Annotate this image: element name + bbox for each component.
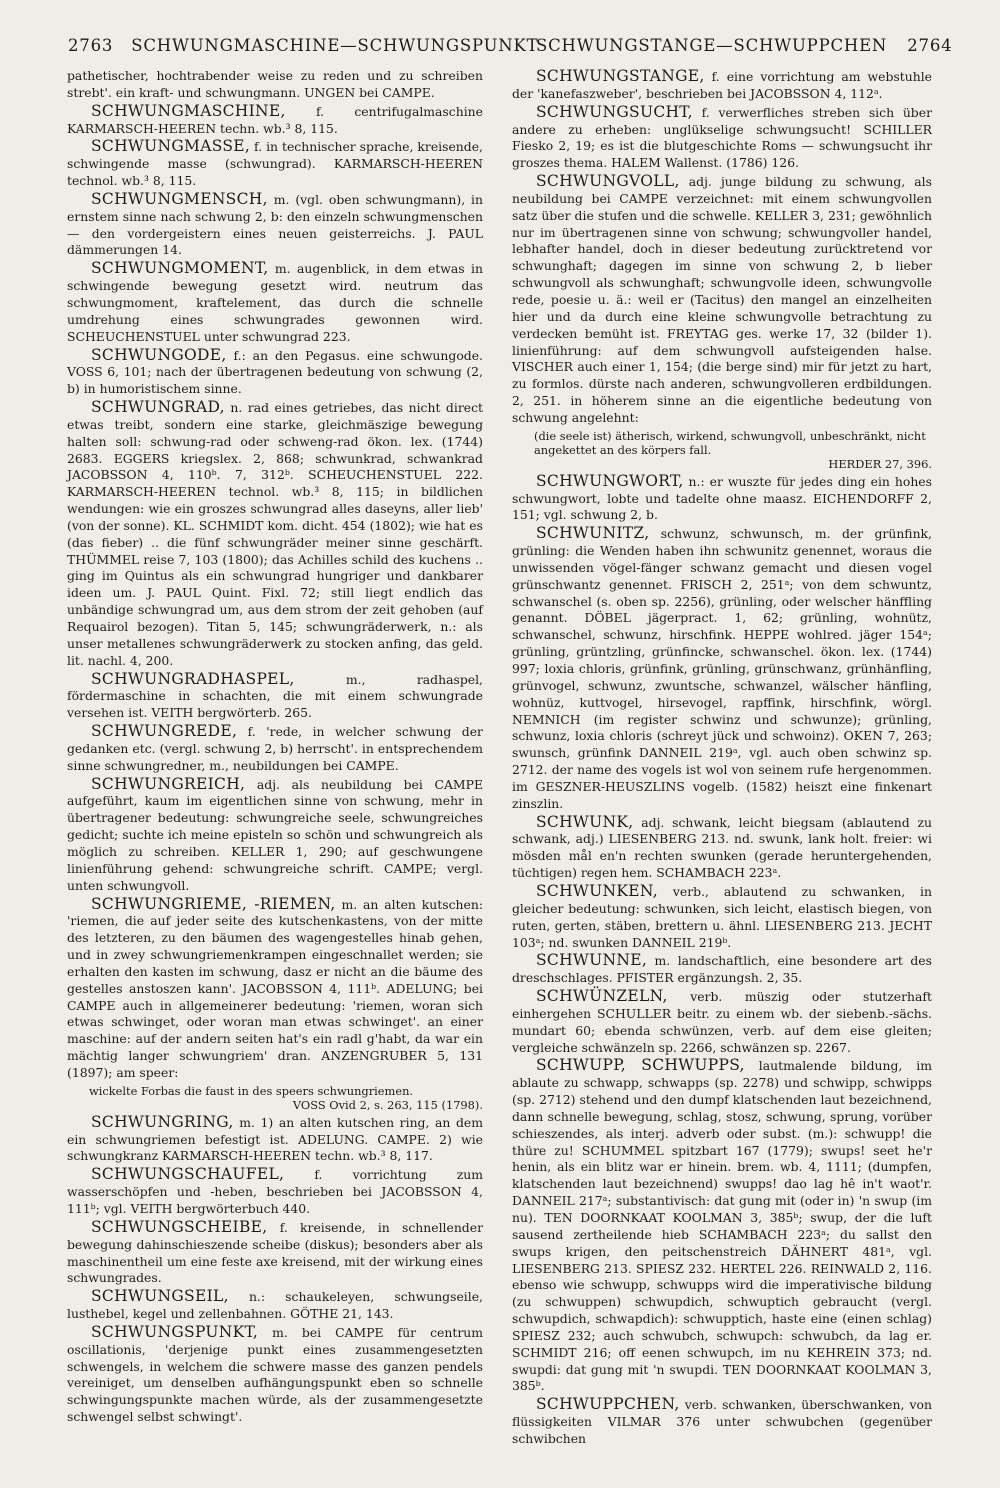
entry-headword: SCHWUNGRIEME, -RIEMEN, — [91, 894, 336, 913]
entry-body: adj. junge bildung zu schwung, als neubildung bei CAMPE verzeichnet: mit einem schwungvollen satz über die stufen und die schwelle. KELLER 3, 231; gewöhnlich nur im übertragenen sinne von schwung; schwungvoller handel, lebhafter handel, doch in dieser bedeutung zurücktretend vor schwunghaft; dagegen im sinne von schwung 2, b lieber schwungvoll als schwunghaft; schwungvolle ideen, schwungvolle rede, poesie u. ä.: weil er (Tacitus) den mangel an einzelheiten hier und da durch eine kleine schwungvolle betrachtung zu verdecken bemüht ist. FREYTAG ges. werke 17, 32 (bilder 1). linienführung: auf dem schwungvoll aufsteigenden halse. VISCHER auch einer 1, 154; (die berge sind) mir für jetzt zu hart, zu formlos. dürste nach anderen, schwungvolleren erdbildungen. 2, 251. in höherem sinne an die eigentliche bedeutung von schwung angelehnt: — [512, 174, 932, 425]
quotation-text: wickelte Forbas die faust in des speers schwungriemen. — [89, 1083, 414, 1098]
left-header-title: SCHWUNGMASCHINE—SCHWUNGSPUNKT — [131, 36, 539, 55]
left-running-header — [68, 36, 538, 55]
entry-headword: SCHWUPP, SCHWUPPS, — [536, 1056, 745, 1075]
entry-body: m., radhaspel, fördermaschine in schachten, die mit einem schwungrade versehen ist. VEITH bergwörterb. 265. — [67, 671, 483, 721]
entry-body: verb. schwanken, überschwanken, von flüssigkeiten VILMAR 376 unter schwubchen (gegenüber schwibchen — [512, 1397, 932, 1446]
dictionary-entry — [512, 1396, 932, 1448]
dictionary-entry — [512, 473, 932, 525]
quotation — [534, 429, 932, 471]
dictionary-entry — [67, 68, 483, 102]
entry-body: adj. schwank, leicht biegsam (ablautend zu schwank, adj.) LIESENBERG 213. nd. swunk, lank holt. freier: wi mösden mål en'n rechten swunken (gerade heruntergehenden, tüchtigen) regen hem. SCHAMBACH 223ᵃ. — [512, 814, 932, 881]
entry-body: n.: er wuszte für jedes ding ein hohes schwungwort, lobte und tadelte ohne maasz. EICHENDORFF 2, 151; vgl. schwung 2, b. — [512, 473, 932, 523]
entry-body: f. 'rede, in welcher schwung der gedanken etc. (vergl. schwung 2, b) herrscht'. in entsprechendem sinne schwungredner, m., neubildungen bei CAMPE. — [67, 724, 483, 773]
dictionary-entry — [67, 399, 483, 670]
entry-headword: SCHWUNGSTANGE, — [536, 67, 705, 85]
entry-headword: SCHWUNGSCHAUFEL, — [91, 1165, 285, 1184]
entry-headword: SCHWUNNE, — [536, 951, 648, 970]
entry-headword: SCHWUNGMASSE, — [91, 137, 251, 156]
dictionary-entry — [67, 671, 483, 723]
dictionary-entry — [67, 103, 483, 138]
entry-headword: SCHWUNGSPUNKT, — [91, 1322, 259, 1341]
entry-headword: SCHWUNGRING, — [91, 1112, 234, 1131]
dictionary-entry — [512, 952, 932, 987]
entry-body: f. centrifugalmaschine KARMARSCH-HEEREN techn. wb.³ 8, 115. — [67, 103, 483, 136]
dictionary-entry — [67, 1219, 483, 1287]
entry-body: f. vorrichtung zum wasserschöpfen und -heben, beschrieben bei JACOBSSON 4, 111ᵇ; vgl. VEITH bergwörterbuch 440. — [67, 1167, 483, 1216]
dictionary-entry — [67, 1324, 483, 1426]
dictionary-entry — [67, 1114, 483, 1166]
dictionary-entry — [67, 1288, 483, 1323]
entry-body: m. (vgl. oben schwungmann), in ernstem sinne nach schwung 2, b: den einzeln schwungmenschen — den vordergeistern eines neuen geisterreichs. J. PAUL dämmerungen 14. — [67, 191, 483, 258]
quotation-source: HERDER 27, 396. — [828, 456, 932, 471]
entry-headword: SCHWUNGODE, — [91, 345, 227, 364]
entry-headword: SCHWUNITZ, — [536, 524, 650, 543]
entry-headword: SCHWÜNZELN, — [536, 987, 668, 1006]
entry-body: m. an alten kutschen: 'riemen, die auf jeder seite des kutschenkastens, von der mitte des letzteren, zu den bäumen des wagengestelles hinab gehen, und in zwey schwungriemenkrampen eingeschnallet werden; sie erhalten den kasten im schwung, dasz er nicht an die bäume des gestelles anstoszen kann'. JACOBSSON 4, 111ᵇ. ADELUNG; bei CAMPE auch in allgemeinerer bedeutung: 'riemen, woran sich etwas schwinget, oder woran man etwas schwinget'. an einer maschine: auf der andern seiten hat's ein radl g'habt, da war ein mächtig langer schwungriem' dran. ANZENGRUBER 5, 131 (1897); am speer: — [67, 896, 484, 1080]
entry-headword: SCHWUNGREDE, — [91, 722, 238, 741]
dictionary-entry — [512, 104, 932, 172]
entry-body: f. in technischer sprache, kreisende, schwingende masse (schwungrad). KARMARSCH-HEEREN technol. wb.³ 8, 115. — [67, 139, 483, 189]
entry-body: n. rad eines getriebes, das nicht direct etwas treibt, sondern eine starke, gleichmäszige bewegung halten soll: schwung-rad oder schweng-rad ökon. lex. (1744) 2683. EGGERS kriegslex. 2, 868; schwunkrad, schwankrad JACOBSSON 4, 110ᵇ. 7, 312ᵇ. SCHEUCHENSTUEL 222. KARMARSCH-HEEREN technol. wb.³ 8, 115; in bildlichen wendungen: wie ein groszes schwungrad alles daseyns, aller lieb' (von der sonne). KL. SCHMIDT kom. dicht. 454 (1802); wie hat es (das fieber) .. die fünf schwungräder meiner sinne geschärft. THÜMMEL reise 7, 103 (1800); das Achilles schild des kuchens .. ging im Quintus als ein schwungrad hungriger und dankbarer ideen um. J. PAUL Quint. Fixl. 72; still liegt endlich das unbändige schwungrad um, aus dem strom der zeit gehoben (auf Requairol bezogen). Titan 5, 145; schwungräderwerk, n.: als unser metallenes schwungräderwerk zu stocken anfing, das geld. lit. nachl. 4, 200. — [67, 400, 483, 668]
entry-headword: SCHWUNGREICH, — [91, 774, 246, 793]
dictionary-entry — [512, 68, 932, 103]
entry-headword: SCHWUNGSEIL, — [91, 1287, 229, 1306]
entry-headword: SCHWUNGSUCHT, — [536, 102, 693, 121]
entry-headword: SCHWUNKEN, — [536, 881, 658, 900]
right-running-header — [536, 36, 952, 55]
dictionary-entry — [512, 883, 932, 951]
dictionary-entry — [67, 1166, 483, 1218]
right-column — [512, 68, 932, 1448]
entry-headword: SCHWUPPCHEN, — [536, 1395, 680, 1414]
dictionary-entry — [67, 723, 483, 775]
dictionary-entry — [67, 347, 483, 399]
right-page-number: 2764 — [907, 36, 953, 55]
entry-body: n.: schaukeleyen, schwungseile, lusthebel, kegel und zellenbahnen. GÖTHE 21, 143. — [67, 1289, 483, 1322]
entry-headword: SCHWUNGRAD, — [91, 398, 225, 417]
dictionary-entry — [67, 260, 483, 345]
entry-headword: SCHWUNGVOLL, — [536, 172, 680, 191]
dictionary-entry — [512, 525, 932, 812]
entry-body: f. eine vorrichtung am webstuhle der 'kanefaszweber', beschrieben bei JACOBSSON 4, 112ᵃ. — [512, 69, 932, 101]
entry-headword: SCHWUNGMENSCH, — [91, 189, 268, 208]
left-column — [67, 68, 483, 1426]
dictionary-entry — [67, 776, 483, 895]
dictionary-entry — [512, 988, 932, 1056]
dictionary-entry — [67, 138, 483, 190]
entry-headword: SCHWUNGMOMENT, — [91, 259, 269, 278]
dictionary-entry — [67, 191, 483, 259]
entry-body: m. landschaftlich, eine besondere art des dreschschlages. PFISTER ergänzungsh. 2, 35. — [512, 953, 932, 986]
entry-body: f. verwerfliches streben sich über andere zu erheben: unglükselige schwungsucht! SCHILLER Fiesko 2, 19; es ist die blutgeschichte Roms — schwungsucht ihr groszes thema. HALEM Wallenst. (1786) 126. — [512, 104, 932, 171]
entry-body: f. kreisende, in schnellender bewegung dahinschieszende scheibe (diskus); besonders aber als maschinentheil um eine feste axe kreisend, mit der wirkung eines schwungrades. — [67, 1219, 483, 1286]
entry-body: m. 1) an alten kutschen ring, an dem ein schwungriemen befestigt ist. ADELUNG. CAMPE. 2) wie schwungkranz KARMARSCH-HEEREN techn. wb.³ 8, 117. — [67, 1114, 483, 1164]
dictionary-entry — [512, 814, 932, 882]
dictionary-entry — [512, 1057, 932, 1395]
entry-body: verb., ablautend zu schwanken, in gleicher bedeutung: schwunken, sich leicht, elastisch biegen, von ruten, gerten, stäben, brettern u. ähnl. LIESENBERG 213. JECHT 103ᵃ; nd. swunken DANNEIL 219ᵇ. — [512, 883, 932, 950]
entry-headword: SCHWUNGRADHASPEL, — [91, 669, 295, 688]
entry-body: m. bei CAMPE für centrum oscillationis, 'derjenige punkt eines zusammengesetzten schwengels, in welchem die schwere masse des ganzen pendels vereiniget, um denselben aufhängungspunkt eben so schnelle schwingungspunkte machen würde, als der zusammengesetzte schwengel selbst schwingt'. — [67, 1324, 483, 1425]
entry-body: schwunz, schwunsch, m. der grünfink, grünling: die Wenden haben ihn schwunitz genennet, woraus die unwissenden vögel-fänger schwanz gemacht und diesen vogel grünschwantz genennet. FRISCH 2, 251ᵃ; von dem schwuntz, schwanschel (s. oben sp. 2256), grünling, oder welscher hänffling genannt. DÖBEL jägerpract. 1, 62; grünling, wohnütz, schwanschel, schwunz, hirschfink. HEPPE wohlred. jäger 154ᵃ; grünling, grüntzling, grünfincke, schwanschel. ökon. lex. (1744) 997; loxia chloris, grünfink, grünling, grünschwanz, grünhänfling, grünvogel, schwunz, zwuntsche, schwanzel, wälscher hänfling, wohnüz, kuttvogel, hirsevogel, rapffink, hirschfink, wörgl. NEMNICH (im register schwinz und schwunze); grünling, schwunz, loxia chloris (schreyt jück und schwoinz). OKEN 7, 263; swunsch, grünfink DANNEIL 219ᵃ, vgl. auch oben schwinz sp. 2712. der name des vogels ist wol von seinem rufe hergenommen. im GESZNER-HEUSZLINS vogelb. (1582) heiszt eine finkenart zinszlin. — [512, 526, 932, 811]
dictionary-entry — [512, 173, 932, 427]
quotation — [89, 1084, 483, 1112]
quotation-text: (die seele ist) ätherisch, wirkend, schwungvoll, unbeschränkt, nicht angekettet an des körpers fall. — [534, 428, 926, 457]
entry-body: pathetischer, hochtrabender weise zu reden und zu schreiben strebt'. ein kraft- und schwungmann. UNGEN bei CAMPE. — [67, 68, 483, 100]
right-header-title: SCHWUNGSTANGE—SCHWUPPCHEN — [536, 36, 888, 55]
entry-headword: SCHWUNGSCHEIBE, — [91, 1217, 268, 1236]
entry-headword: SCHWUNGMASCHINE, — [91, 101, 286, 120]
entry-headword: SCHWUNGWORT, — [536, 471, 684, 490]
entry-body: verb. müszig oder stutzerhaft einhergehen SCHULLER beitr. zu einem wb. der siebenb.-sächs. mundart 60; ebenda schwünzen, verb. auf dem eise gleiten; vergleiche schwänzeln sp. 2266, schwänzen sp. 2267. — [512, 989, 932, 1055]
entry-body: f.: an den Pegasus. eine schwungode. VOSS 6, 101; nach der übertragenen bedeutung von schwung (2, b) in humoristischem sinne. — [67, 347, 483, 397]
entry-body: adj. als neubildung bei CAMPE aufgeführt, kaum im eigentlichen sinne von schwung, mehr in übertragener bedeutung: schwungreiche seele, schwungreiches gedicht; suchte ich meine episteln so schön und schwungreich als möglich zu schreiben. KELLER 1, 290; auf geschwungene linienführung gehend: schwungreiche schrift. CAMPE; vergl. unten schwungvoll. — [67, 776, 483, 893]
entry-headword: SCHWUNK, — [536, 812, 634, 831]
dictionary-entry — [67, 896, 483, 1082]
quotation-source: VOSS Ovid 2, s. 263, 115 (1798). — [292, 1097, 483, 1112]
entry-body: lautmalende bildung, im ablaute zu schwapp, schwapps (sp. 2278) und schwipp, schwipps (sp. 2712) stehend und den dumpf klatschenden laut bezeichnend, dann schnelle bewegung, schlag, stosz, schwung, sprung, vorüber schieszendes, als interj. adverb oder subst. (m.): schwupp! die thüre zu! SCHUMMEL spitzbart 167 (1779); swups! seet he'r henin, als ein blitz war er hinein. brem. wb. 4, 1111; (dumpfen, klatschenden laut bezeichnend) swupps! dao lag hê in't waot'r. DANNEIL 217ᵃ; substantivisch: dat gung mit (oder in) 'n swup (im nu). TEN DOORNKAAT KOOLMAN 3, 385ᵇ; swup, der die luft sausend zertheilende hieb SCHAMBACH 223ᵃ; du sallst den swups krigen, den peitschenstreich DÄHNERT 481ᵃ, vgl. LIESENBERG 213. SPIESZ 232. HERTEL 226. REINWALD 2, 116. ebenso wie schwupp, schwupps wird die imperativische bildung (zu schwuppen) schwupdich, schwuptich gebraucht (vergl. schwupdich, schwapdich): schwupptich, haste eine (einen schlag) SPIESZ 232; auch schwubch, schwupch: schwubch, da lag er. SCHMIDT 216; off eenen schwupch, im nu KEHREIN 373; nd. swupdi: dat gung mit 'n swupdi. TEN DOORNKAAT KOOLMAN 3, 385ᵇ. — [512, 1058, 932, 1394]
entry-body: m. augenblick, in dem etwas in schwingende bewegung gesetzt wird. neutrum das schwungmoment, kraftelement, das durch die schnelle umdrehung eines schwungrades gewonnen wird. SCHEUCHENSTUEL unter schwungrad 223. — [67, 261, 483, 344]
left-page-number: 2763 — [68, 36, 114, 55]
